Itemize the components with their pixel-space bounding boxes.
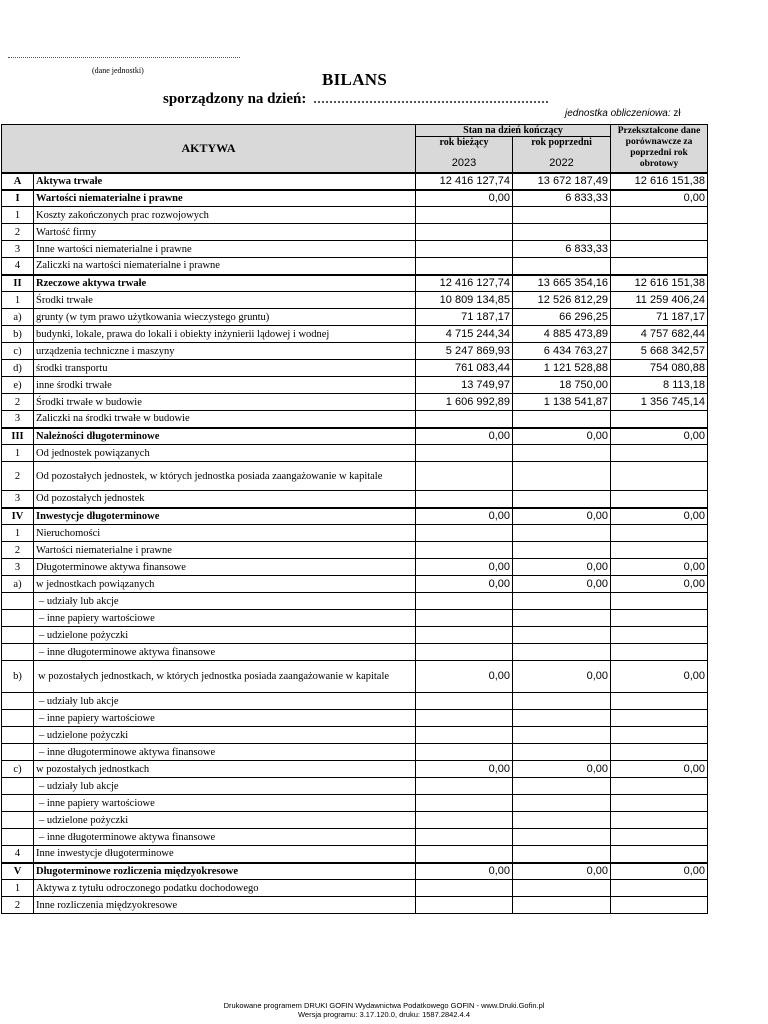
value-restated: 4 757 682,44 [611, 326, 708, 343]
value-current-year: 0,00 [416, 508, 513, 525]
value-current-year [416, 411, 513, 428]
value-previous-year [513, 610, 611, 627]
table-row [2, 258, 708, 275]
value-current-year: 12 416 127,74 [416, 173, 513, 190]
value-restated: 11 259 406,24 [611, 292, 708, 309]
value-restated: 0,00 [611, 863, 708, 880]
value-restated [611, 897, 708, 914]
value-previous-year [513, 593, 611, 610]
table-row [2, 241, 708, 258]
value-restated [611, 710, 708, 727]
table-row [2, 326, 708, 343]
row-label: grunty (w tym prawo użytkowania wieczystego gruntu) [34, 309, 416, 326]
value-current-year: 0,00 [416, 661, 513, 693]
row-symbol: d) [2, 360, 34, 377]
row-label: Wartości niematerialne i prawne [34, 542, 416, 559]
row-symbol: c) [2, 761, 34, 778]
value-current-year: 5 247 869,93 [416, 343, 513, 360]
footer [0, 1001, 768, 1019]
row-label: – inne papiery wartościowe [34, 610, 416, 627]
value-previous-year [513, 710, 611, 727]
row-label: Inwestycje długoterminowe [34, 508, 416, 525]
value-current-year [416, 525, 513, 542]
table-row [2, 542, 708, 559]
value-current-year: 761 083,44 [416, 360, 513, 377]
table-row [2, 593, 708, 610]
row-symbol: c) [2, 343, 34, 360]
row-symbol [2, 693, 34, 710]
value-restated [611, 644, 708, 661]
value-current-year [416, 207, 513, 224]
row-label: – udziały lub akcje [34, 693, 416, 710]
value-previous-year: 13 672 187,49 [513, 173, 611, 190]
value-restated [611, 627, 708, 644]
row-symbol [2, 727, 34, 744]
value-current-year: 10 809 134,85 [416, 292, 513, 309]
value-current-year: 1 606 992,89 [416, 394, 513, 411]
value-previous-year: 0,00 [513, 559, 611, 576]
value-restated: 8 113,18 [611, 377, 708, 394]
prepared-on-text: sporządzony na dzień: [163, 91, 307, 107]
value-restated: 71 187,17 [611, 309, 708, 326]
row-label: w jednostkach powiązanych [34, 576, 416, 593]
footer-line-2: Wersja programu: 3.17.120.0, druku: 1587.2842.4.4 [297, 1010, 471, 1019]
table-row [2, 710, 708, 727]
table-row [2, 846, 708, 863]
value-current-year: 0,00 [416, 559, 513, 576]
header-rok-biezacy-label: rok bieżący [439, 137, 489, 148]
value-current-year [416, 778, 513, 795]
value-previous-year [513, 829, 611, 846]
row-label: Od pozostałych jednostek [34, 491, 416, 508]
table-row [2, 224, 708, 241]
table-row [2, 360, 708, 377]
row-label: – inne papiery wartościowe [34, 710, 416, 727]
value-previous-year: 0,00 [513, 428, 611, 445]
balance-body [2, 173, 708, 914]
value-restated [611, 880, 708, 897]
row-label: Wartość firmy [34, 224, 416, 241]
table-row [2, 559, 708, 576]
row-label: Od pozostałych jednostek, w których jednostka posiada zaangażowanie w kapitale [34, 462, 416, 491]
value-current-year [416, 897, 513, 914]
value-current-year: 0,00 [416, 576, 513, 593]
value-current-year [416, 846, 513, 863]
value-current-year: 0,00 [416, 761, 513, 778]
value-previous-year: 6 434 763,27 [513, 343, 611, 360]
value-current-year [416, 258, 513, 275]
value-current-year: 4 715 244,34 [416, 326, 513, 343]
value-previous-year: 13 665 354,16 [513, 275, 611, 292]
value-previous-year: 0,00 [513, 661, 611, 693]
value-previous-year: 66 296,25 [513, 309, 611, 326]
value-previous-year [513, 795, 611, 812]
value-restated: 0,00 [611, 576, 708, 593]
row-label: Inne wartości niematerialne i prawne [34, 241, 416, 258]
row-symbol: 2 [2, 394, 34, 411]
value-current-year [416, 593, 513, 610]
table-row [2, 508, 708, 525]
value-previous-year [513, 846, 611, 863]
value-previous-year: 1 138 541,87 [513, 394, 611, 411]
row-label: – udziały lub akcje [34, 593, 416, 610]
value-restated: 12 616 151,38 [611, 275, 708, 292]
value-restated [611, 491, 708, 508]
value-current-year [416, 542, 513, 559]
table-row [2, 795, 708, 812]
header-year-previous: 2022 [549, 157, 574, 169]
value-restated: 1 356 745,14 [611, 394, 708, 411]
prepared-on-label [163, 89, 548, 108]
row-symbol: 1 [2, 207, 34, 224]
value-current-year [416, 812, 513, 829]
table-row [2, 778, 708, 795]
row-symbol [2, 627, 34, 644]
value-current-year [416, 491, 513, 508]
value-current-year: 13 749,97 [416, 377, 513, 394]
value-current-year [416, 644, 513, 661]
row-label: – udzielone pożyczki [34, 812, 416, 829]
row-label: Inne inwestycje długoterminowe [34, 846, 416, 863]
value-previous-year: 1 121 528,88 [513, 360, 611, 377]
value-previous-year [513, 744, 611, 761]
table-row [2, 812, 708, 829]
row-symbol [2, 644, 34, 661]
value-previous-year [513, 627, 611, 644]
value-restated [611, 525, 708, 542]
table-row [2, 190, 708, 207]
row-label: Środki trwałe [34, 292, 416, 309]
value-current-year [416, 241, 513, 258]
value-previous-year [513, 525, 611, 542]
value-restated [611, 846, 708, 863]
row-label: w pozostałych jednostkach [34, 761, 416, 778]
value-current-year [416, 462, 513, 491]
table-row [2, 525, 708, 542]
value-previous-year: 4 885 473,89 [513, 326, 611, 343]
table-row [2, 693, 708, 710]
table-row [2, 610, 708, 627]
value-current-year [416, 727, 513, 744]
balance-table [1, 124, 708, 914]
row-label: – inne długoterminowe aktywa finansowe [34, 829, 416, 846]
row-symbol: V [2, 863, 34, 880]
value-restated [611, 593, 708, 610]
header-year-current: 2023 [451, 157, 477, 169]
table-row [2, 309, 708, 326]
value-restated: 0,00 [611, 661, 708, 693]
value-restated: 0,00 [611, 190, 708, 207]
row-symbol [2, 610, 34, 627]
value-previous-year [513, 693, 611, 710]
value-current-year: 0,00 [416, 863, 513, 880]
page-title: BILANS [322, 70, 388, 89]
table-row [2, 863, 708, 880]
row-symbol [2, 710, 34, 727]
table-row [2, 428, 708, 445]
row-label: Środki trwałe w budowie [34, 394, 416, 411]
row-symbol [2, 744, 34, 761]
row-label: Inne rozliczenia międzyokresowe [34, 897, 416, 914]
value-previous-year: 0,00 [513, 576, 611, 593]
value-previous-year [513, 445, 611, 462]
value-current-year [416, 744, 513, 761]
value-restated: 0,00 [611, 761, 708, 778]
value-previous-year [513, 462, 611, 491]
table-row [2, 275, 708, 292]
value-current-year [416, 710, 513, 727]
row-symbol: 2 [2, 897, 34, 914]
row-label: środki transportu [34, 360, 416, 377]
entity-data-line [8, 57, 240, 58]
value-restated [611, 462, 708, 491]
calc-unit-value: zł [673, 108, 681, 119]
table-row [2, 377, 708, 394]
value-previous-year: 18 750,00 [513, 377, 611, 394]
header-rok-poprzedni [513, 137, 611, 173]
row-label: – inne długoterminowe aktywa finansowe [34, 644, 416, 661]
value-previous-year [513, 727, 611, 744]
entity-data-label: (dane jednostki) [92, 66, 144, 75]
value-restated [611, 542, 708, 559]
row-label: budynki, lokale, prawa do lokali i obiekty inżynierii lądowej i wodnej [34, 326, 416, 343]
value-restated: 754 080,88 [611, 360, 708, 377]
row-label: Rzeczowe aktywa trwałe [34, 275, 416, 292]
value-restated [611, 744, 708, 761]
row-symbol [2, 795, 34, 812]
value-previous-year: 0,00 [513, 863, 611, 880]
value-current-year [416, 795, 513, 812]
value-current-year [416, 224, 513, 241]
value-previous-year: 12 526 812,29 [513, 292, 611, 309]
row-symbol: e) [2, 377, 34, 394]
row-label: – inne papiery wartościowe [34, 795, 416, 812]
table-row [2, 744, 708, 761]
value-restated [611, 258, 708, 275]
value-previous-year [513, 207, 611, 224]
row-label: inne środki trwałe [34, 377, 416, 394]
row-symbol: 4 [2, 258, 34, 275]
row-symbol [2, 778, 34, 795]
date-dotted-field [314, 89, 548, 103]
table-row [2, 394, 708, 411]
row-label: Nieruchomości [34, 525, 416, 542]
table-row [2, 462, 708, 491]
table-row [2, 576, 708, 593]
header-rok-biezacy [416, 137, 513, 173]
table-row [2, 627, 708, 644]
table-row [2, 880, 708, 897]
table-row [2, 411, 708, 428]
value-previous-year [513, 897, 611, 914]
value-previous-year [513, 542, 611, 559]
value-current-year: 0,00 [416, 428, 513, 445]
table-row [2, 445, 708, 462]
value-previous-year [513, 778, 611, 795]
header-przeksztalcone: Przekształcone dane porównawcze za poprzedni rok obrotowy [611, 125, 708, 173]
table-row [2, 829, 708, 846]
value-current-year: 0,00 [416, 190, 513, 207]
table-row [2, 644, 708, 661]
header-aktywa: AKTYWA [2, 125, 416, 173]
row-symbol: 2 [2, 462, 34, 491]
value-restated: 0,00 [611, 428, 708, 445]
value-previous-year: 0,00 [513, 508, 611, 525]
row-label: Zaliczki na wartości niematerialne i prawne [34, 258, 416, 275]
value-previous-year [513, 880, 611, 897]
table-row [2, 897, 708, 914]
row-symbol [2, 593, 34, 610]
row-label: Od jednostek powiązanych [34, 445, 416, 462]
value-previous-year: 0,00 [513, 761, 611, 778]
row-label: Długoterminowe aktywa finansowe [34, 559, 416, 576]
table-row [2, 761, 708, 778]
row-label: – udzielone pożyczki [34, 627, 416, 644]
row-symbol: A [2, 173, 34, 190]
row-label: Długoterminowe rozliczenia międzyokresowe [34, 863, 416, 880]
value-previous-year: 6 833,33 [513, 241, 611, 258]
value-current-year [416, 627, 513, 644]
row-label: w pozostałych jednostkach, w których jednostka posiada zaangażowanie w kapitale [34, 661, 416, 693]
row-label: Wartości niematerialne i prawne [34, 190, 416, 207]
table-row [2, 292, 708, 309]
value-previous-year [513, 491, 611, 508]
row-symbol: a) [2, 309, 34, 326]
row-symbol: b) [2, 326, 34, 343]
value-previous-year: 6 833,33 [513, 190, 611, 207]
row-symbol: b) [2, 661, 34, 693]
table-row [2, 491, 708, 508]
table-row [2, 343, 708, 360]
value-restated [611, 727, 708, 744]
value-restated [611, 693, 708, 710]
value-current-year: 12 416 127,74 [416, 275, 513, 292]
value-current-year [416, 610, 513, 627]
row-symbol: 1 [2, 292, 34, 309]
row-symbol: a) [2, 576, 34, 593]
value-previous-year [513, 812, 611, 829]
value-current-year [416, 880, 513, 897]
table-row [2, 207, 708, 224]
footer-line-1: Drukowane programem DRUKI GOFIN Wydawnictwa Podatkowego GOFIN - www.Druki.Gofin.pl [223, 1001, 545, 1010]
row-label: – udziały lub akcje [34, 778, 416, 795]
row-symbol: 3 [2, 559, 34, 576]
row-symbol: III [2, 428, 34, 445]
value-restated [611, 778, 708, 795]
value-previous-year [513, 644, 611, 661]
calc-unit-label: jednostka obliczeniowa: [565, 108, 671, 119]
row-symbol: IV [2, 508, 34, 525]
row-symbol: I [2, 190, 34, 207]
row-symbol [2, 812, 34, 829]
header-rok-poprzedni-label: rok poprzedni [531, 137, 592, 148]
row-symbol: 3 [2, 411, 34, 428]
calc-unit [565, 108, 681, 119]
value-restated [611, 207, 708, 224]
value-previous-year [513, 411, 611, 428]
row-symbol [2, 829, 34, 846]
value-current-year: 71 187,17 [416, 309, 513, 326]
value-restated: 12 616 151,38 [611, 173, 708, 190]
value-restated [611, 241, 708, 258]
value-current-year [416, 693, 513, 710]
row-label: urządzenia techniczne i maszyny [34, 343, 416, 360]
value-restated [611, 812, 708, 829]
row-label: – inne długoterminowe aktywa finansowe [34, 744, 416, 761]
row-label: Należności długoterminowe [34, 428, 416, 445]
row-symbol: 3 [2, 491, 34, 508]
value-restated [611, 445, 708, 462]
row-label: Aktywa z tytułu odroczonego podatku dochodowego [34, 880, 416, 897]
table-row [2, 173, 708, 190]
row-symbol: 1 [2, 525, 34, 542]
row-symbol: 3 [2, 241, 34, 258]
value-current-year [416, 829, 513, 846]
row-symbol: 2 [2, 542, 34, 559]
value-restated [611, 795, 708, 812]
value-restated [611, 411, 708, 428]
row-symbol: II [2, 275, 34, 292]
value-previous-year [513, 258, 611, 275]
row-label: Koszty zakończonych prac rozwojowych [34, 207, 416, 224]
value-restated [611, 610, 708, 627]
value-restated [611, 224, 708, 241]
value-previous-year [513, 224, 611, 241]
table-row [2, 727, 708, 744]
row-symbol: 2 [2, 224, 34, 241]
table-row [2, 661, 708, 693]
value-restated: 5 668 342,57 [611, 343, 708, 360]
value-restated: 0,00 [611, 508, 708, 525]
row-label: – udzielone pożyczki [34, 727, 416, 744]
value-restated [611, 829, 708, 846]
row-symbol: 1 [2, 445, 34, 462]
row-symbol: 4 [2, 846, 34, 863]
value-restated: 0,00 [611, 559, 708, 576]
row-label: Zaliczki na środki trwałe w budowie [34, 411, 416, 428]
value-current-year [416, 445, 513, 462]
row-symbol: 1 [2, 880, 34, 897]
header-stan-na-dzien: Stan na dzień kończący [416, 125, 611, 137]
row-label: Aktywa trwałe [34, 173, 416, 190]
